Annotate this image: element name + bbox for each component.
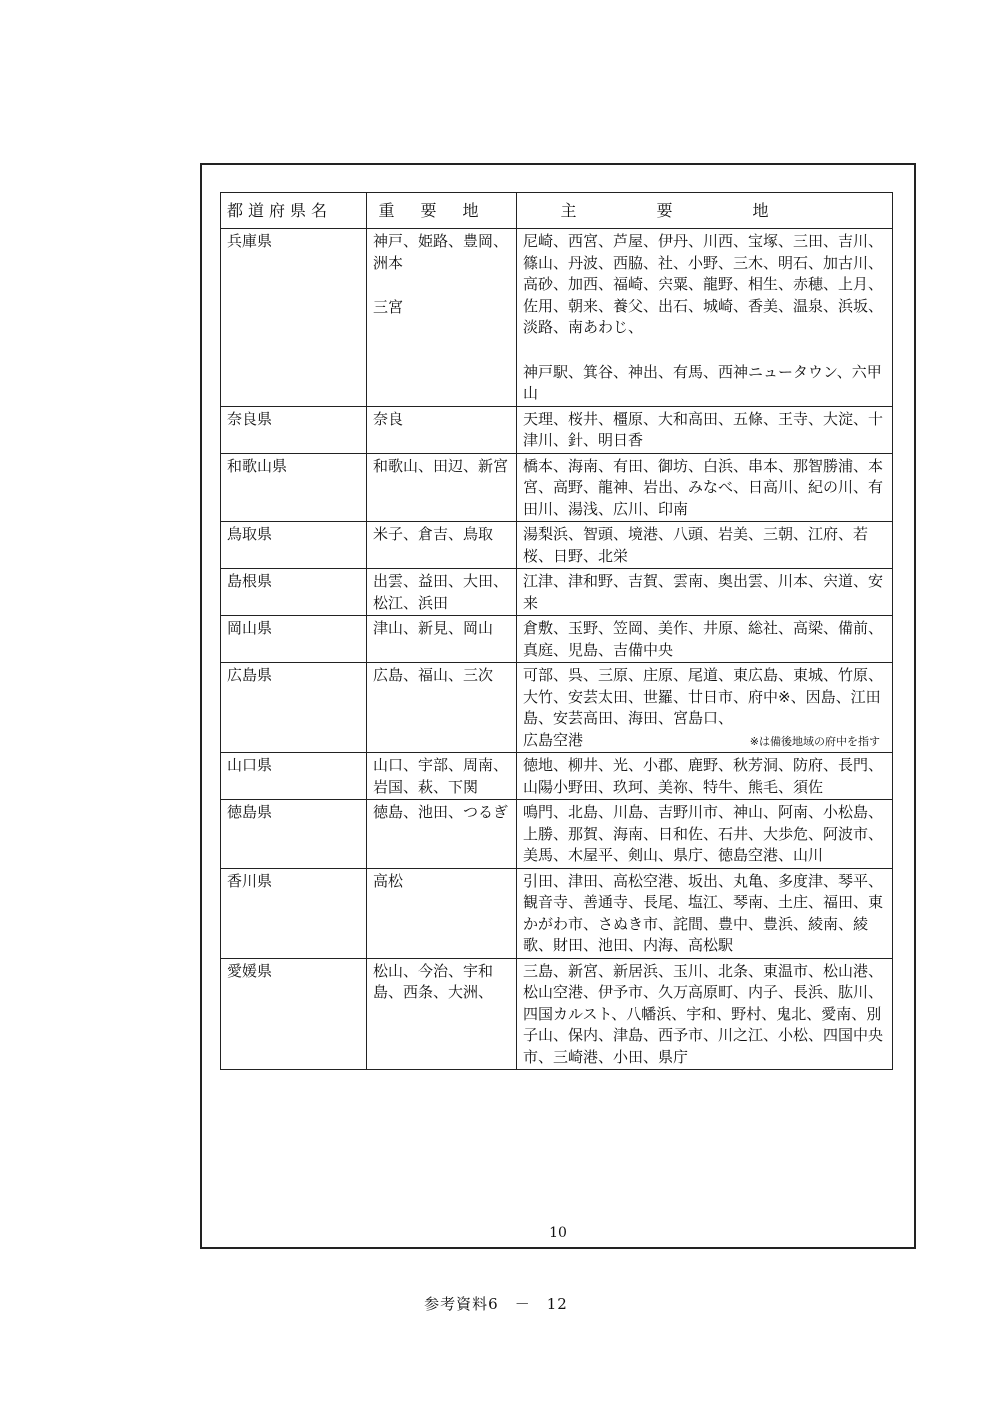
main-cell: 徳地、柳井、光、小郡、鹿野、秋芳洞、防府、長門、山陽小野田、玖珂、美祢、特牛、熊毛、須佐 (517, 753, 893, 800)
prefecture-cell: 島根県 (221, 569, 367, 616)
header-main: 主要地 (517, 193, 893, 229)
table-row (221, 800, 893, 869)
important-cell (367, 229, 517, 407)
table-row (221, 958, 893, 1070)
main-cell (517, 663, 893, 753)
prefecture-cell: 徳島県 (221, 800, 367, 869)
main-cell: 江津、津和野、吉賀、雲南、奥出雲、川本、宍道、安来 (517, 569, 893, 616)
main-cell: 橋本、海南、有田、御坊、白浜、串本、那智勝浦、本宮、高野、龍神、岩出、みなべ、日高川、紀の川、有田川、湯浅、広川、印南 (517, 453, 893, 522)
main-cell: 湯梨浜、智頭、境港、八頭、岩美、三朝、江府、若桜、日野、北栄 (517, 522, 893, 569)
main-cell (517, 229, 893, 407)
main-cell: 三島、新宮、新居浜、玉川、北条、東温市、松山港、松山空港、伊予市、久万高原町、内子、長浜、肱川、四国カルスト、八幡浜、宇和、野村、鬼北、愛南、別子山、保内、津島、西予市、川之江、小松、四国中央市、三崎港、小田、県庁 (517, 958, 893, 1070)
main-text: 尼崎、西宮、芦屋、伊丹、川西、宝塚、三田、吉川、篠山、丹波、西脇、社、小野、三木、明石、加古川、高砂、加西、福崎、宍粟、龍野、相生、赤穂、上月、佐用、朝来、養父、出石、城崎、香美、温泉、浜坂、淡路、南あわじ、 (523, 232, 884, 336)
document-frame (200, 163, 916, 1249)
prefecture-cell: 奈良県 (221, 406, 367, 453)
page-footer: 参考資料6 － 12 (424, 1295, 568, 1313)
important-cell: 山口、宇部、周南、岩国、萩、下関 (367, 753, 517, 800)
important-text: 三宮 (373, 298, 404, 316)
important-cell: 津山、新見、岡山 (367, 616, 517, 663)
table-row (221, 569, 893, 616)
important-cell: 徳島、池田、つるぎ (367, 800, 517, 869)
prefecture-cell: 香川県 (221, 868, 367, 958)
table-row (221, 868, 893, 958)
table-row (221, 663, 893, 753)
prefecture-cell: 愛媛県 (221, 958, 367, 1070)
main-cell: 倉敷、玉野、笠岡、美作、井原、総社、高梁、備前、真庭、児島、吉備中央 (517, 616, 893, 663)
table-row (221, 522, 893, 569)
important-cell: 広島、福山、三次 (367, 663, 517, 753)
prefecture-cell: 岡山県 (221, 616, 367, 663)
important-cell: 松山、今治、宇和島、西条、大洲、 (367, 958, 517, 1070)
table-row (221, 406, 893, 453)
prefecture-cell: 広島県 (221, 663, 367, 753)
important-text: 神戸、姫路、豊岡、洲本 (373, 232, 509, 272)
prefecture-cell: 鳥取県 (221, 522, 367, 569)
main-text: 神戸駅、箕谷、神出、有馬、西神ニュータウン、六甲山 (523, 362, 882, 402)
footnote: ※は備後地域の府中を指す (749, 734, 880, 748)
table-row (221, 753, 893, 800)
important-cell: 高松 (367, 868, 517, 958)
main-cell: 鳴門、北島、川島、吉野川市、神山、阿南、小松島、上勝、那賀、海南、日和佐、石井、大歩危、阿波市、美馬、木屋平、剣山、県庁、徳島空港、山川 (517, 800, 893, 869)
important-cell: 出雲、益田、大田、松江、浜田 (367, 569, 517, 616)
prefecture-cell: 山口県 (221, 753, 367, 800)
important-cell: 米子、倉吉、鳥取 (367, 522, 517, 569)
table-row (221, 453, 893, 522)
important-cell: 奈良 (367, 406, 517, 453)
prefecture-table (220, 192, 893, 1070)
table-row (221, 616, 893, 663)
main-cell: 天理、桜井、橿原、大和高田、五條、王寺、大淀、十津川、針、明日香 (517, 406, 893, 453)
table-row (221, 229, 893, 407)
inner-page-number: 10 (549, 1225, 567, 1241)
prefecture-cell: 兵庫県 (221, 229, 367, 407)
last-line-with-note (523, 730, 886, 752)
header-prefecture: 都道府県名 (221, 193, 367, 229)
important-cell: 和歌山、田辺、新宮 (367, 453, 517, 522)
main-text: 可部、呉、三原、庄原、尾道、東広島、東城、竹原、大竹、安芸太田、世羅、廿日市、府中※、因島、江田島、安芸高田、海田、宮島口、 (523, 666, 884, 727)
main-text-last: 広島空港 (523, 730, 584, 749)
prefecture-cell: 和歌山県 (221, 453, 367, 522)
header-important: 重要地 (367, 193, 517, 229)
table-header-row (221, 193, 893, 229)
main-cell: 引田、津田、高松空港、坂出、丸亀、多度津、琴平、観音寺、善通寺、長尾、塩江、琴南、土庄、福田、東かがわ市、さぬき市、詫間、豊中、豊浜、綾南、綾歌、財田、池田、内海、高松駅 (517, 868, 893, 958)
